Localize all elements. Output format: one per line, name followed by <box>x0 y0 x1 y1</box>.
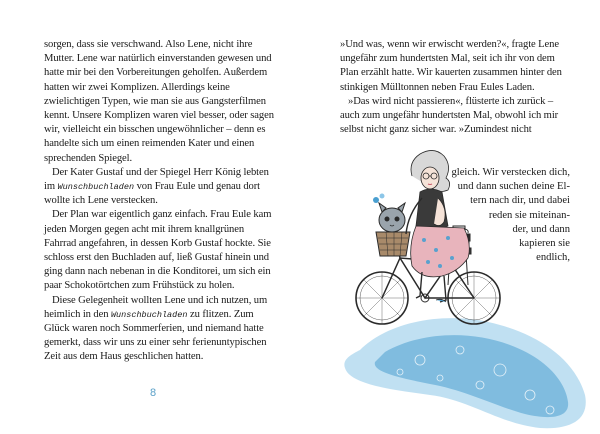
text-segment: von Frau Eule und genau dort wollte ich Lene verstecken. <box>44 181 261 207</box>
blue-shadow-pattern <box>344 318 585 428</box>
paragraph <box>44 38 276 166</box>
wrapped-line: endlich, <box>536 252 570 264</box>
handwritten-shop-name: Wunschbuchladen <box>57 182 135 193</box>
paragraph <box>44 208 276 293</box>
wrapped-line: gleich. Wir verstecken dich, <box>451 167 570 178</box>
left-page-text <box>44 38 276 365</box>
paragraph: »Und was, wenn wir erwischt werden?«, fragte Lene ungefähr zum hundertsten Mal, seit ich ihr von dem Plan erzählt hatte. Wir kauerten zusammen hinter den stinkigen Mülltonnen neben Frau Eules Laden. <box>340 39 562 93</box>
page-number: 8 <box>150 387 157 399</box>
basket-with-cat <box>373 194 410 257</box>
bicycle-illustration <box>300 0 600 434</box>
wrapped-line: reden sie miteinan- <box>488 209 570 221</box>
text-segment: sorgen, dass sie verschwand. Also Lene, nicht ihre Mutter. Lene war natürlich einverstanden gewesen und hatte mir bei den Vorbereitungen geholfen. Außerdem hatten wir zwei Komplizen. Allerdings keine zwielichtigen Typen, wie man sie aus Gangsterfilmen kennt. Unsere Komplizen waren viel besser, oder sagen wir, vielleicht ein bisschen ungewöhnlicher – denn es handelte sich um einen reimenden Kater und einen sprechenden Spiegel. <box>44 39 274 164</box>
paragraph <box>44 166 276 209</box>
right-page <box>300 0 600 434</box>
wrapped-line: kapieren sie <box>519 238 570 250</box>
text-segment: Diese Gelegenheit wollten Lene und ich nutzen, um heimlich in den <box>44 294 268 320</box>
paragraph <box>44 294 276 365</box>
paragraph: »Das wird nicht passieren«, flüsterte ich zurück – auch zum ungefähr hundertsten Mal, obwohl ich mir selbst nicht ganz sicher war. »Zumindest nicht <box>340 95 559 136</box>
text-segment: zu flitzen. Zum Glück waren noch Sommerferien, und niemand hatte gemerkt, dass wir uns zu einer sehr ferienuntypischen Zeit aus dem Haus geschlichen hatten. <box>44 308 267 363</box>
text-segment: Der Kater Gustaf und der Spiegel Herr König lebten im <box>44 166 269 193</box>
text-segment: Der Plan war eigentlich ganz einfach. Frau Eule kam jeden Morgen gegen acht mit ihrem knallgrünen Fahrrad angefahren, in dessen Korb Gustaf hockte. Sie schloss erst den Buchladen auf, ließ Gustaf hinein und ging dann nach nebenan in die Konditorei, um sich ein paar Schokotörtchen zum Frühstück zu holen. <box>44 209 272 292</box>
wrapped-line: der, und dann <box>512 223 570 235</box>
wrapped-line: tern nach dir, und dabei <box>470 195 570 207</box>
wrapped-line: und dann suchen deine El- <box>457 181 570 193</box>
handwritten-shop-name: Wunschbuchladen <box>110 309 188 320</box>
